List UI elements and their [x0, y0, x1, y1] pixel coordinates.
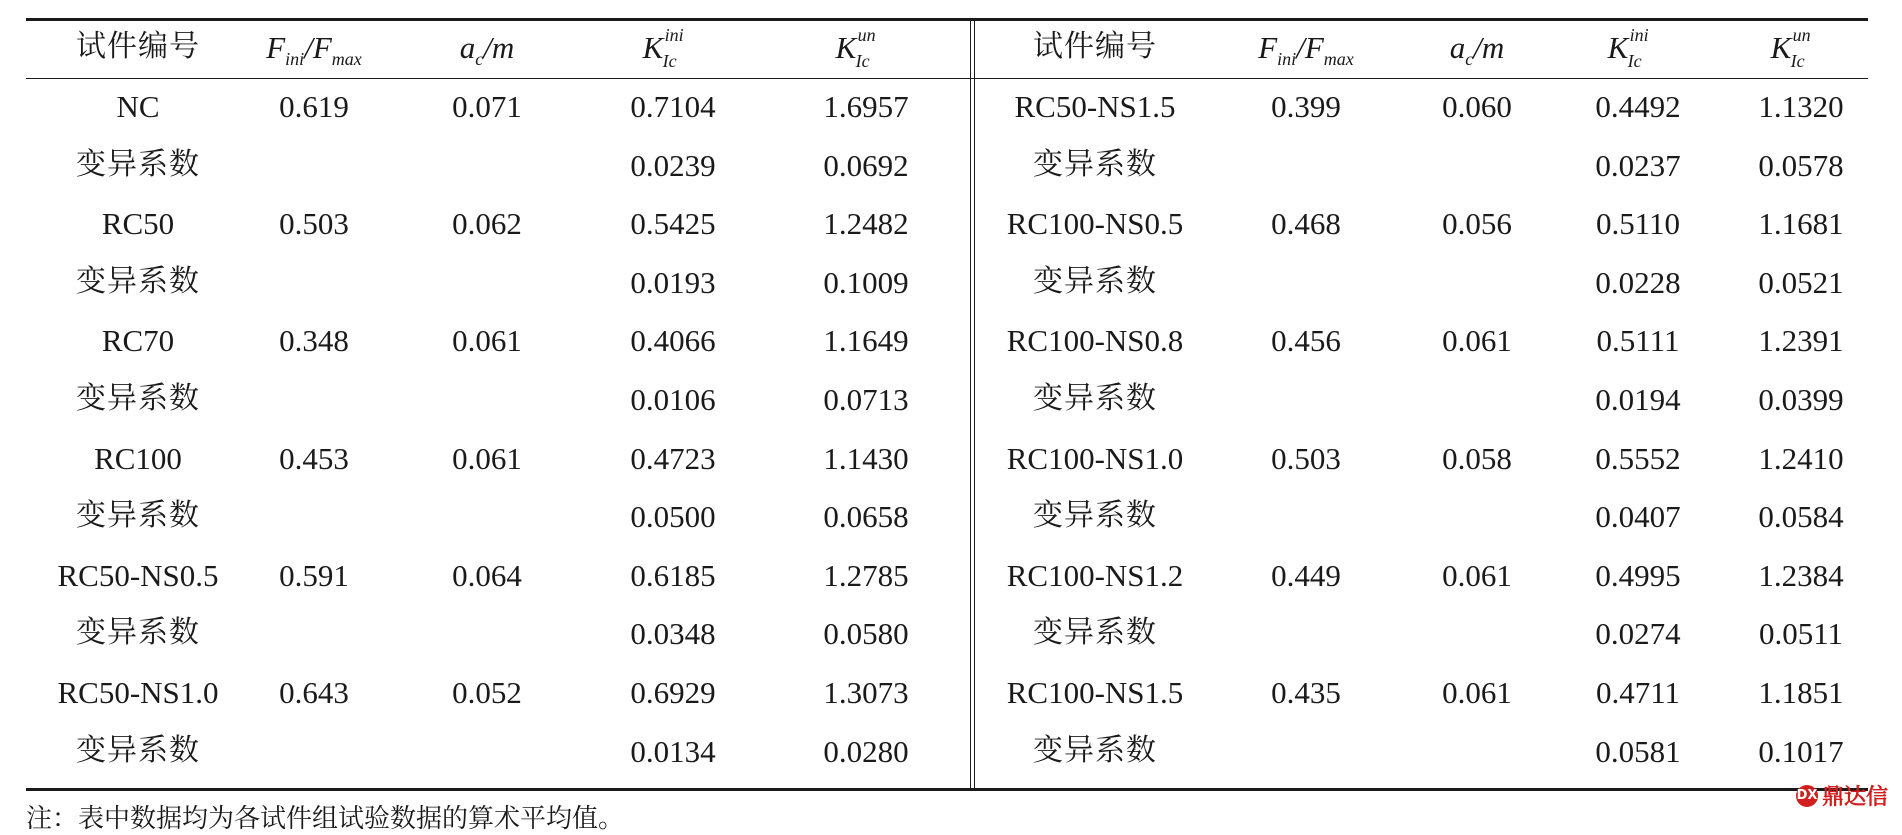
table-cell-right-force-ratio: 0.435	[1271, 675, 1341, 710]
table-cell-left-k-un: 0.0713	[823, 382, 909, 417]
table-cell-left-specimen: NC	[116, 89, 160, 124]
table-cell-left-k-ini: 0.0106	[630, 382, 716, 417]
table-cell-left-crack-length: 0.064	[452, 558, 522, 593]
table-cell-right-k-un: 0.1017	[1758, 734, 1844, 769]
logo-text: 鼎达信	[1821, 785, 1888, 810]
data-table	[26, 18, 1868, 792]
table-cell-right-crack-length: 0.061	[1442, 675, 1512, 710]
table-cell-left-force-ratio: 0.619	[279, 89, 349, 124]
header-crack-length-left: $a_c/m$	[459, 30, 515, 70]
header-force-ratio-right: $F_{ini}/F_{max}$	[1258, 30, 1354, 70]
table-cell-right-k-un: 0.0521	[1758, 265, 1844, 300]
table-cell-left-force-ratio: 0.591	[279, 558, 349, 593]
table-cell-left-specimen: RC50-NS0.5	[57, 558, 219, 593]
table-cell-left-k-ini: 0.6185	[630, 558, 716, 593]
table-cell-right-k-un: 1.1681	[1758, 206, 1844, 241]
table-cell-right-k-un: 1.1320	[1758, 89, 1844, 124]
table-cell-left-specimen: RC50-NS1.0	[57, 675, 219, 710]
header-k-ini-left: K ini Ic	[642, 25, 684, 71]
table-cell-left-k-ini: 0.0239	[630, 148, 716, 183]
table-cell-right-specimen: RC50-NS1.5	[1014, 89, 1176, 124]
table-cell-left-k-ini: 0.5425	[630, 206, 716, 241]
table-cell-right-force-ratio: 0.456	[1271, 323, 1341, 358]
table-cell-right-force-ratio: 0.503	[1271, 441, 1341, 476]
table-cell-right-k-ini: 0.4995	[1595, 558, 1681, 593]
table-cell-left-crack-length: 0.062	[452, 206, 522, 241]
table-cell-left-force-ratio: 0.503	[279, 206, 349, 241]
table-cell-right-k-un: 0.0511	[1758, 616, 1844, 651]
table-cell-left-specimen: 变异系数	[76, 264, 200, 299]
table-cell-right-k-ini: 0.0407	[1595, 499, 1681, 534]
table-cell-right-specimen: RC100-NS0.8	[1006, 323, 1184, 358]
table-cell-left-k-un: 0.1009	[823, 265, 909, 300]
table-cell-left-k-ini: 0.0500	[630, 499, 716, 534]
table-cell-right-specimen: 变异系数	[1033, 498, 1157, 533]
table-cell-right-specimen: 变异系数	[1033, 615, 1157, 650]
table-cell-left-k-ini: 0.0193	[630, 265, 716, 300]
header-k-un-left: K un Ic	[835, 25, 876, 71]
table-cell-left-crack-length: 0.071	[452, 89, 522, 124]
table-cell-right-specimen: RC100-NS1.0	[1006, 441, 1184, 476]
table-cell-right-k-un: 0.0584	[1758, 499, 1844, 534]
table-cell-left-k-un: 1.1649	[823, 323, 909, 358]
table-cell-right-specimen: 变异系数	[1033, 381, 1157, 416]
table-cell-right-k-un: 1.2391	[1758, 323, 1844, 358]
table-cell-right-k-ini: 0.5111	[1596, 323, 1680, 358]
bottom-rule	[26, 788, 1868, 791]
table-cell-right-specimen: 变异系数	[1033, 147, 1157, 182]
table-cell-right-crack-length: 0.056	[1442, 206, 1512, 241]
table-cell-right-k-ini: 0.5110	[1595, 206, 1681, 241]
table-cell-right-k-un: 0.0578	[1758, 148, 1844, 183]
table-cell-left-k-ini: 0.6929	[630, 675, 716, 710]
table-cell-left-crack-length: 0.061	[452, 441, 522, 476]
table-cell-right-k-ini: 0.0237	[1595, 148, 1681, 183]
table-cell-left-k-un: 1.3073	[823, 675, 909, 710]
table-cell-left-specimen: RC70	[101, 323, 175, 358]
table-cell-left-k-ini: 0.0348	[630, 616, 716, 651]
table-cell-left-k-ini: 0.4723	[630, 441, 716, 476]
table-cell-left-crack-length: 0.052	[452, 675, 522, 710]
table-cell-left-k-un: 1.6957	[823, 89, 909, 124]
table-cell-left-crack-length: 0.061	[452, 323, 522, 358]
table-cell-right-specimen: RC100-NS1.5	[1006, 675, 1184, 710]
header-specimen-right: 试件编号	[1033, 29, 1157, 64]
table-cell-left-force-ratio: 0.348	[279, 323, 349, 358]
table-cell-left-k-un: 1.1430	[823, 441, 909, 476]
header-specimen-left: 试件编号	[76, 29, 200, 64]
table-cell-left-k-ini: 0.4066	[630, 323, 716, 358]
header-k-ini-right: K ini Ic	[1607, 25, 1649, 71]
table-cell-left-specimen: 变异系数	[76, 147, 200, 182]
table-cell-left-k-ini: 0.0134	[630, 734, 716, 769]
table-cell-right-k-ini: 0.4492	[1595, 89, 1681, 124]
table-cell-left-k-un: 1.2482	[823, 206, 909, 241]
table-cell-right-k-ini: 0.0194	[1595, 382, 1681, 417]
table-cell-left-k-un: 0.0658	[823, 499, 909, 534]
watermark-logo	[1796, 780, 1888, 811]
table-cell-right-k-un: 1.2384	[1758, 558, 1844, 593]
header-k-un-right: K un Ic	[1770, 25, 1811, 71]
header-rule	[26, 78, 1868, 79]
table-cell-right-specimen: 变异系数	[1033, 264, 1157, 299]
table-cell-right-force-ratio: 0.449	[1271, 558, 1341, 593]
header-force-ratio-left: $F_{ini}/F_{max}$	[266, 30, 362, 70]
table-cell-right-crack-length: 0.061	[1442, 323, 1512, 358]
table-cell-right-crack-length: 0.061	[1442, 558, 1512, 593]
table-cell-left-force-ratio: 0.453	[279, 441, 349, 476]
table-footnote: 注：表中数据均为各试件组试验数据的算术平均值。	[26, 804, 625, 834]
table-cell-left-specimen: 变异系数	[76, 733, 200, 768]
table-cell-left-specimen: RC50	[101, 206, 175, 241]
table-cell-right-k-un: 1.2410	[1758, 441, 1844, 476]
table-cell-right-k-ini: 0.0274	[1595, 616, 1681, 651]
table-cell-right-crack-length: 0.058	[1442, 441, 1512, 476]
table-cell-left-k-un: 0.0580	[823, 616, 909, 651]
table-cell-left-k-un: 1.2785	[823, 558, 909, 593]
table-cell-left-specimen: 变异系数	[76, 498, 200, 533]
logo-icon: DX	[1796, 785, 1818, 807]
table-cell-left-specimen: RC100	[94, 441, 182, 476]
table-cell-right-k-un: 1.1851	[1758, 675, 1844, 710]
table-cell-right-specimen: RC100-NS0.5	[1006, 206, 1184, 241]
table-cell-left-specimen: 变异系数	[76, 381, 200, 416]
header-crack-length-right: $a_c/m$	[1449, 30, 1505, 70]
panel-separator	[970, 21, 975, 788]
table-cell-right-k-ini: 0.0581	[1595, 734, 1681, 769]
table-cell-right-force-ratio: 0.399	[1271, 89, 1341, 124]
table-cell-right-force-ratio: 0.468	[1271, 206, 1341, 241]
table-cell-left-specimen: 变异系数	[76, 615, 200, 650]
table-cell-left-k-un: 0.0280	[823, 734, 909, 769]
table-cell-right-k-un: 0.0399	[1758, 382, 1844, 417]
table-cell-right-crack-length: 0.060	[1442, 89, 1512, 124]
table-cell-right-k-ini: 0.0228	[1595, 265, 1681, 300]
table-cell-right-specimen: RC100-NS1.2	[1006, 558, 1184, 593]
table-cell-left-k-ini: 0.7104	[630, 89, 716, 124]
table-cell-right-k-ini: 0.4711	[1595, 675, 1681, 710]
table-cell-right-k-ini: 0.5552	[1595, 441, 1681, 476]
top-rule	[26, 18, 1868, 21]
table-cell-left-k-un: 0.0692	[823, 148, 909, 183]
table-cell-right-specimen: 变异系数	[1033, 733, 1157, 768]
table-cell-left-force-ratio: 0.643	[279, 675, 349, 710]
